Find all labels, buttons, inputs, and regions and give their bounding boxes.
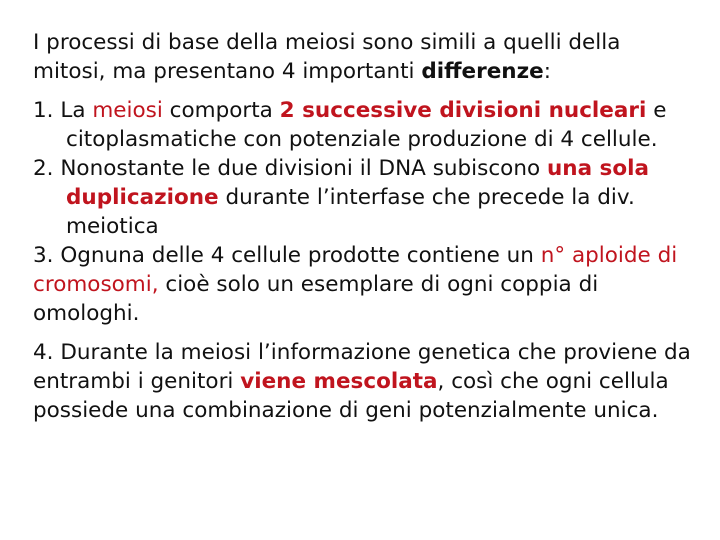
intro-paragraph xyxy=(33,28,693,86)
item-3-text-b: cioè solo un esemplare di ogni coppia di omologhi. xyxy=(33,272,599,326)
list-item-3 xyxy=(33,241,693,328)
slide-content xyxy=(33,28,693,425)
item-4-text-a: 4. Durante la meiosi l’informazione genetica che proviene da entrambi i genitori xyxy=(33,340,691,394)
item-1-highlight-meiosi: meiosi xyxy=(92,98,163,123)
item-2-text-b: durante l’interfase che precede la div. meiotica xyxy=(66,185,635,239)
list-item-1 xyxy=(33,96,693,154)
item-1-text-c: e citoplasmatiche con potenziale produzione di 4 cellule. xyxy=(66,98,667,152)
item-3-text-a: 3. Ognuna delle 4 cellule prodotte contiene un xyxy=(33,243,541,268)
intro-colon: : xyxy=(543,59,551,84)
item-1-text-a: 1. La xyxy=(33,98,93,123)
item-4-text-b: , così che ogni cellula possiede una combinazione di geni potenzialmente unica. xyxy=(33,369,669,423)
intro-keyword-differenze: differenze xyxy=(421,59,544,84)
item-1-text-b: comporta xyxy=(162,98,280,123)
item-2-highlight-duplicazione: una sola duplicazione xyxy=(66,156,650,210)
list-item-2 xyxy=(33,154,693,241)
item-3-highlight-aploide: n° aploide di cromosomi, xyxy=(33,243,678,297)
item-4-highlight-mescolata: viene mescolata xyxy=(240,369,438,394)
intro-text: I processi di base della meiosi sono simili a quelli della mitosi, ma presentano 4 importanti xyxy=(33,30,621,84)
list-item-4 xyxy=(33,338,693,425)
item-2-text-a: 2. Nonostante le due divisioni il DNA subiscono xyxy=(33,156,547,181)
item-1-highlight-divisioni: 2 successive divisioni nucleari xyxy=(279,98,647,123)
